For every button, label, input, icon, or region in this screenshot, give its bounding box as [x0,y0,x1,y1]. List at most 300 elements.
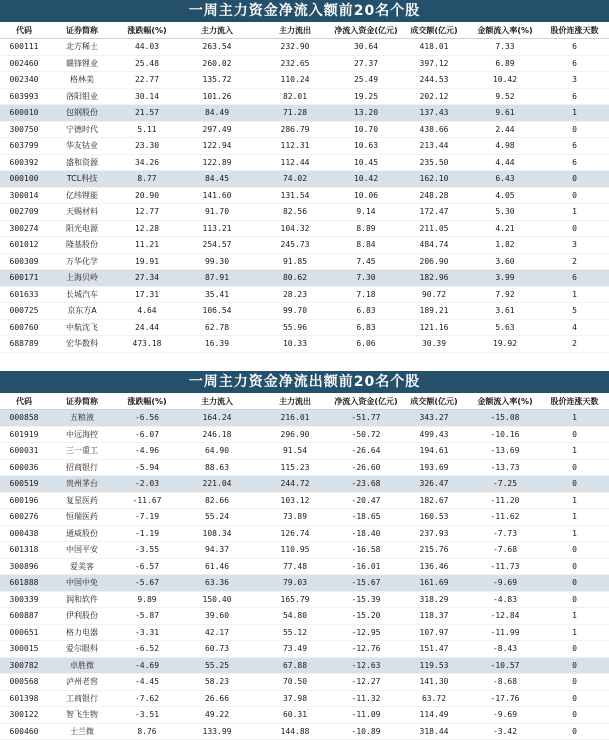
inflow-column-header: 涨跌幅(%) [116,22,178,39]
table-cell: 37.98 [256,690,334,707]
table-cell: -11.67 [116,492,178,509]
table-cell: -15.67 [334,575,398,592]
table-cell: 88.63 [178,459,256,476]
table-cell: 27.34 [116,270,178,287]
table-row [0,138,609,155]
table-cell: 12.77 [116,204,178,221]
table-cell: 000568 [0,674,48,691]
inflow-column-header: 成交额(亿元) [398,22,470,39]
table-cell: 144.88 [256,723,334,740]
table-cell: 67.88 [256,657,334,674]
outflow-column-header: 涨跌幅(%) [116,393,178,410]
table-cell: 爱尔眼科 [48,641,116,658]
table-cell: 235.50 [398,154,470,171]
table-cell: 7.45 [334,253,398,270]
table-cell: 70.50 [256,674,334,691]
table-cell: 002460 [0,55,48,72]
table-cell: 84.45 [178,171,256,188]
table-cell: -4.83 [470,591,540,608]
table-cell: 244.72 [256,476,334,493]
table-cell: 55.96 [256,319,334,336]
table-row [0,336,609,353]
table-cell: -7.25 [470,476,540,493]
table-cell: 600171 [0,270,48,287]
table-cell: 164.24 [178,410,256,427]
table-cell: -5.87 [116,608,178,625]
table-cell: 119.53 [398,657,470,674]
table-cell: 603993 [0,88,48,105]
table-cell: 601318 [0,542,48,559]
table-cell: 91.85 [256,253,334,270]
table-cell: 113.21 [178,220,256,237]
table-cell: 73.89 [256,509,334,526]
outflow-header-row [0,393,609,410]
table-row [0,674,609,691]
table-cell: -4.69 [116,657,178,674]
table-cell: 122.94 [178,138,256,155]
table-cell: -16.01 [334,558,398,575]
table-row [0,105,609,122]
table-cell: 10.63 [334,138,398,155]
table-cell: -16.58 [334,542,398,559]
table-cell: -7.62 [116,690,178,707]
table-cell: 55.12 [256,624,334,641]
table-cell: 17.31 [116,286,178,303]
table-cell: -9.69 [470,707,540,724]
table-row [0,286,609,303]
table-cell: 55.25 [178,657,256,674]
table-cell: 10.33 [256,336,334,353]
table-cell: 0 [540,657,609,674]
table-cell: 49.22 [178,707,256,724]
table-cell: 600519 [0,476,48,493]
table-cell: 600111 [0,39,48,56]
table-cell: 165.79 [256,591,334,608]
table-cell: 7.33 [470,39,540,56]
table-row [0,237,609,254]
table-cell: 7.30 [334,270,398,287]
table-cell: 中国中免 [48,575,116,592]
outflow-column-header: 金额流入率(%) [470,393,540,410]
table-cell: 263.54 [178,39,256,56]
table-cell: 北方稀土 [48,39,116,56]
table-cell: 91.54 [256,443,334,460]
table-row [0,410,609,427]
table-cell: 688789 [0,336,48,353]
outflow-column-header: 成交额(亿元) [398,393,470,410]
table-cell: -11.09 [334,707,398,724]
table-cell: 108.34 [178,525,256,542]
table-cell: 3 [540,237,609,254]
table-row [0,121,609,138]
outflow-column-header: 股价连涨天数 [540,393,609,410]
table-cell: 141.60 [178,187,256,204]
table-row [0,171,609,188]
table-cell: 1 [540,525,609,542]
table-cell: 104.32 [256,220,334,237]
inflow-title: 一周主力资金净流入额前20名个股 [0,0,609,22]
table-cell: -23.68 [334,476,398,493]
table-cell: 84.49 [178,105,256,122]
table-row [0,88,609,105]
table-cell: -3.31 [116,624,178,641]
table-cell: 润和软件 [48,591,116,608]
table-cell: -15.20 [334,608,398,625]
table-cell: 182.96 [398,270,470,287]
table-cell: -11.32 [334,690,398,707]
table-cell: 赣锋锂业 [48,55,116,72]
table-cell: 6.43 [470,171,540,188]
table-cell: 0 [540,707,609,724]
table-cell: 162.10 [398,171,470,188]
table-cell: 通威股份 [48,525,116,542]
table-cell: 30.14 [116,88,178,105]
table-cell: 87.91 [178,270,256,287]
table-cell: 150.40 [178,591,256,608]
table-cell: -6.07 [116,426,178,443]
table-cell: 1 [540,608,609,625]
inflow-panel [0,0,609,369]
table-cell: 3 [540,72,609,89]
table-cell: 246.18 [178,426,256,443]
table-cell: 237.93 [398,525,470,542]
table-cell: 格林美 [48,72,116,89]
table-cell: -11.99 [470,624,540,641]
table-cell: 洛阳钼业 [48,88,116,105]
table-cell: 3.61 [470,303,540,320]
table-cell: -12.76 [334,641,398,658]
table-cell: 中航沈飞 [48,319,116,336]
table-cell: 141.30 [398,674,470,691]
table-cell: 6 [540,138,609,155]
table-cell: 1 [540,509,609,526]
table-cell: 601888 [0,575,48,592]
table-cell: 397.12 [398,55,470,72]
table-cell: -3.55 [116,542,178,559]
table-cell: 19.25 [334,88,398,105]
table-cell: 300014 [0,187,48,204]
table-row [0,426,609,443]
table-row [0,72,609,89]
table-row [0,39,609,56]
table-cell: 8.77 [116,171,178,188]
table-cell: 54.80 [256,608,334,625]
table-cell: 中远海控 [48,426,116,443]
table-cell: 招商银行 [48,459,116,476]
table-cell: -26.60 [334,459,398,476]
table-cell: 135.72 [178,72,256,89]
table-cell: 000725 [0,303,48,320]
table-row [0,187,609,204]
table-cell: 000651 [0,624,48,641]
table-cell: 6.83 [334,319,398,336]
table-cell: 160.53 [398,509,470,526]
table-cell: 10.70 [334,121,398,138]
table-cell: 300750 [0,121,48,138]
table-cell: 221.04 [178,476,256,493]
table-cell: 58.23 [178,674,256,691]
table-cell: 122.89 [178,154,256,171]
table-cell: 473.18 [116,336,178,353]
table-cell: 115.23 [256,459,334,476]
table-cell: 189.21 [398,303,470,320]
table-cell: 5.63 [470,319,540,336]
inflow-header-row [0,22,609,39]
table-row [0,657,609,674]
table-cell: 300015 [0,641,48,658]
table-cell: 80.62 [256,270,334,287]
table-cell: 112.31 [256,138,334,155]
table-cell: 600036 [0,459,48,476]
table-cell: 1.82 [470,237,540,254]
table-cell: 宏华数科 [48,336,116,353]
table-cell: -7.19 [116,509,178,526]
table-row [0,459,609,476]
table-cell: 600031 [0,443,48,460]
table-cell: 8.89 [334,220,398,237]
table-cell: -9.69 [470,575,540,592]
outflow-table [0,393,609,740]
table-cell: 296.90 [256,426,334,443]
table-cell: 23.30 [116,138,178,155]
table-cell: 工商银行 [48,690,116,707]
table-row [0,608,609,625]
table-cell: 326.47 [398,476,470,493]
table-row [0,707,609,724]
table-cell: 112.44 [256,154,334,171]
table-cell: 44.03 [116,39,178,56]
table-cell: 京东方A [48,303,116,320]
table-cell: 16.39 [178,336,256,353]
table-cell: 300274 [0,220,48,237]
table-cell: 5 [540,303,609,320]
table-cell: 260.02 [178,55,256,72]
table-cell: 82.66 [178,492,256,509]
table-cell: 4.05 [470,187,540,204]
table-cell: 71.28 [256,105,334,122]
table-cell: 297.49 [178,121,256,138]
table-cell: 002709 [0,204,48,221]
table-cell: 600392 [0,154,48,171]
table-cell: -6.52 [116,641,178,658]
table-cell: 103.12 [256,492,334,509]
table-cell: 002340 [0,72,48,89]
table-cell: 0 [540,121,609,138]
table-cell: 0 [540,171,609,188]
table-cell: 0 [540,220,609,237]
table-cell: 0 [540,674,609,691]
table-cell: 6 [540,154,609,171]
table-cell: 卓胜微 [48,657,116,674]
table-cell: 25.49 [334,72,398,89]
table-cell: 伊利股份 [48,608,116,625]
table-cell: 216.01 [256,410,334,427]
table-cell: 000100 [0,171,48,188]
table-cell: 6.06 [334,336,398,353]
table-cell: 包钢股份 [48,105,116,122]
table-cell: -3.42 [470,723,540,740]
table-cell: 天赐材料 [48,204,116,221]
table-cell: 9.89 [116,591,178,608]
table-cell: 600460 [0,723,48,740]
table-cell: -10.89 [334,723,398,740]
table-cell: 99.70 [256,303,334,320]
table-cell: 484.74 [398,237,470,254]
table-cell: 复星医药 [48,492,116,509]
table-cell: 8.76 [116,723,178,740]
table-cell: 5.30 [470,204,540,221]
outflow-column-header: 净流入资金(亿元) [334,393,398,410]
table-cell: 万华化学 [48,253,116,270]
table-cell: 91.70 [178,204,256,221]
table-cell: 6 [540,88,609,105]
table-cell: 三一重工 [48,443,116,460]
table-cell: 0 [540,426,609,443]
inflow-column-header: 金额流入率(%) [470,22,540,39]
table-cell: 2 [540,253,609,270]
table-cell: -6.57 [116,558,178,575]
table-cell: 28.23 [256,286,334,303]
table-cell: 0 [540,459,609,476]
table-cell: -12.63 [334,657,398,674]
table-cell: 恒瑞医药 [48,509,116,526]
table-row [0,641,609,658]
table-cell: 3.60 [470,253,540,270]
table-cell: 600309 [0,253,48,270]
table-cell: 603799 [0,138,48,155]
table-cell: 601633 [0,286,48,303]
table-cell: 0 [540,690,609,707]
table-cell: 10.42 [470,72,540,89]
table-cell: 601012 [0,237,48,254]
table-cell: -50.72 [334,426,398,443]
table-row [0,690,609,707]
table-cell: 20.90 [116,187,178,204]
table-cell: -4.96 [116,443,178,460]
table-cell: 300782 [0,657,48,674]
table-cell: 62.78 [178,319,256,336]
table-cell: 60.31 [256,707,334,724]
table-cell: 39.60 [178,608,256,625]
table-cell: 1 [540,105,609,122]
table-cell: 1 [540,286,609,303]
table-cell: 94.37 [178,542,256,559]
table-row [0,270,609,287]
table-cell: 30.39 [398,336,470,353]
table-cell: 2.44 [470,121,540,138]
table-cell: -8.43 [470,641,540,658]
table-cell: 248.28 [398,187,470,204]
table-cell: 63.36 [178,575,256,592]
table-cell: 418.01 [398,39,470,56]
table-cell: 499.43 [398,426,470,443]
inflow-table-body [0,39,609,369]
table-cell: 318.29 [398,591,470,608]
inflow-column-header: 股价连涨天数 [540,22,609,39]
table-cell: 64.90 [178,443,256,460]
table-row [0,204,609,221]
table-cell: -11.20 [470,492,540,509]
table-row [0,303,609,320]
table-cell: 7.92 [470,286,540,303]
table-cell: -18.40 [334,525,398,542]
table-row [0,558,609,575]
table-cell: -1.19 [116,525,178,542]
table-cell: TCL科技 [48,171,116,188]
table-cell: 438.66 [398,121,470,138]
table-cell: -13.73 [470,459,540,476]
table-cell: 华友钴业 [48,138,116,155]
inflow-table [0,22,609,369]
table-cell: 30.64 [334,39,398,56]
table-cell: 10.45 [334,154,398,171]
table-cell: 161.69 [398,575,470,592]
table-cell: -11.62 [470,509,540,526]
table-row [0,55,609,72]
table-cell: 7.18 [334,286,398,303]
table-row [0,509,609,526]
table-cell: 19.92 [470,336,540,353]
table-cell: 232.90 [256,39,334,56]
table-row [0,723,609,740]
table-cell: 245.73 [256,237,334,254]
table-cell: -11.73 [470,558,540,575]
table-cell: 0 [540,591,609,608]
table-cell: 194.61 [398,443,470,460]
table-cell: 600760 [0,319,48,336]
outflow-table-body [0,410,609,740]
table-cell: 格力电器 [48,624,116,641]
table-cell: 000858 [0,410,48,427]
table-cell: 0 [540,187,609,204]
table-row [0,220,609,237]
outflow-column-header: 证券简称 [48,393,116,410]
table-cell: 318.44 [398,723,470,740]
table-cell: -2.03 [116,476,178,493]
table-row [0,476,609,493]
table-cell: 0 [540,542,609,559]
table-cell: 0 [540,641,609,658]
table-cell: 61.46 [178,558,256,575]
table-cell: 泸州老窖 [48,674,116,691]
table-cell: 6 [540,270,609,287]
table-cell: 0 [540,575,609,592]
table-cell: -26.64 [334,443,398,460]
table-cell: -12.95 [334,624,398,641]
outflow-column-header: 主力流入 [178,393,256,410]
table-cell: 172.47 [398,204,470,221]
table-cell: 600196 [0,492,48,509]
table-cell: 55.24 [178,509,256,526]
table-cell: -18.65 [334,509,398,526]
table-cell: 206.90 [398,253,470,270]
table-cell: 10.06 [334,187,398,204]
table-cell: 286.79 [256,121,334,138]
table-cell: 21.57 [116,105,178,122]
table-cell: 35.41 [178,286,256,303]
table-cell: 9.61 [470,105,540,122]
table-cell: 601919 [0,426,48,443]
table-cell: 6.89 [470,55,540,72]
table-cell: 110.24 [256,72,334,89]
table-cell: 4.64 [116,303,178,320]
table-row [0,154,609,171]
table-cell: 中国平安 [48,542,116,559]
table-cell: 99.30 [178,253,256,270]
table-cell: 10.42 [334,171,398,188]
inflow-column-header: 证券简称 [48,22,116,39]
table-cell: 8.84 [334,237,398,254]
